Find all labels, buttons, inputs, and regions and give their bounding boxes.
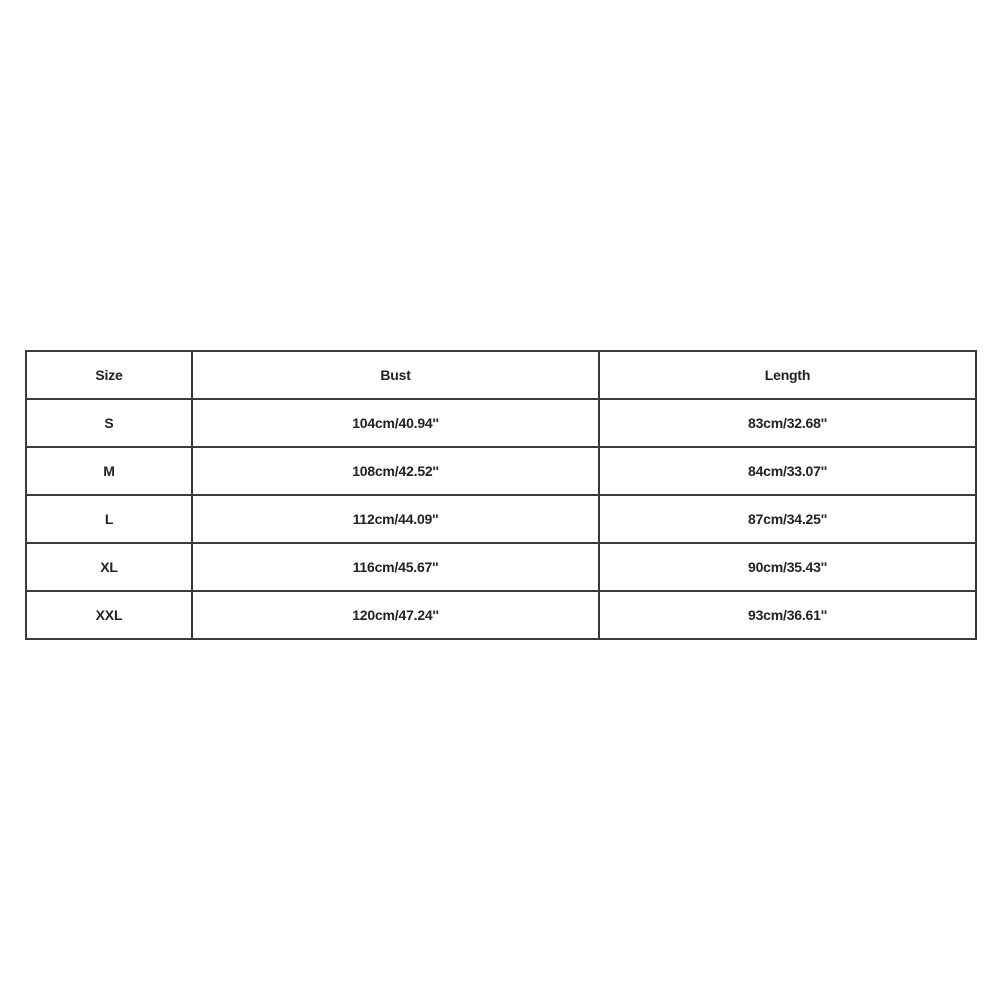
cell-bust: 104cm/40.94'' [192, 399, 599, 447]
cell-size: S [26, 399, 192, 447]
cell-length: 84cm/33.07'' [599, 447, 976, 495]
cell-bust: 116cm/45.67'' [192, 543, 599, 591]
size-chart-table [25, 350, 977, 640]
cell-length: 93cm/36.61'' [599, 591, 976, 639]
table-row [26, 399, 976, 447]
cell-size: M [26, 447, 192, 495]
table-row [26, 543, 976, 591]
header-length: Length [599, 351, 976, 399]
cell-bust: 108cm/42.52'' [192, 447, 599, 495]
cell-size: XL [26, 543, 192, 591]
cell-bust: 112cm/44.09'' [192, 495, 599, 543]
cell-bust: 120cm/47.24'' [192, 591, 599, 639]
table-row [26, 495, 976, 543]
cell-size: XXL [26, 591, 192, 639]
cell-length: 87cm/34.25'' [599, 495, 976, 543]
cell-length: 90cm/35.43'' [599, 543, 976, 591]
table-header-row [26, 351, 976, 399]
header-size: Size [26, 351, 192, 399]
table-row [26, 591, 976, 639]
cell-length: 83cm/32.68'' [599, 399, 976, 447]
cell-size: L [26, 495, 192, 543]
header-bust: Bust [192, 351, 599, 399]
table-row [26, 447, 976, 495]
